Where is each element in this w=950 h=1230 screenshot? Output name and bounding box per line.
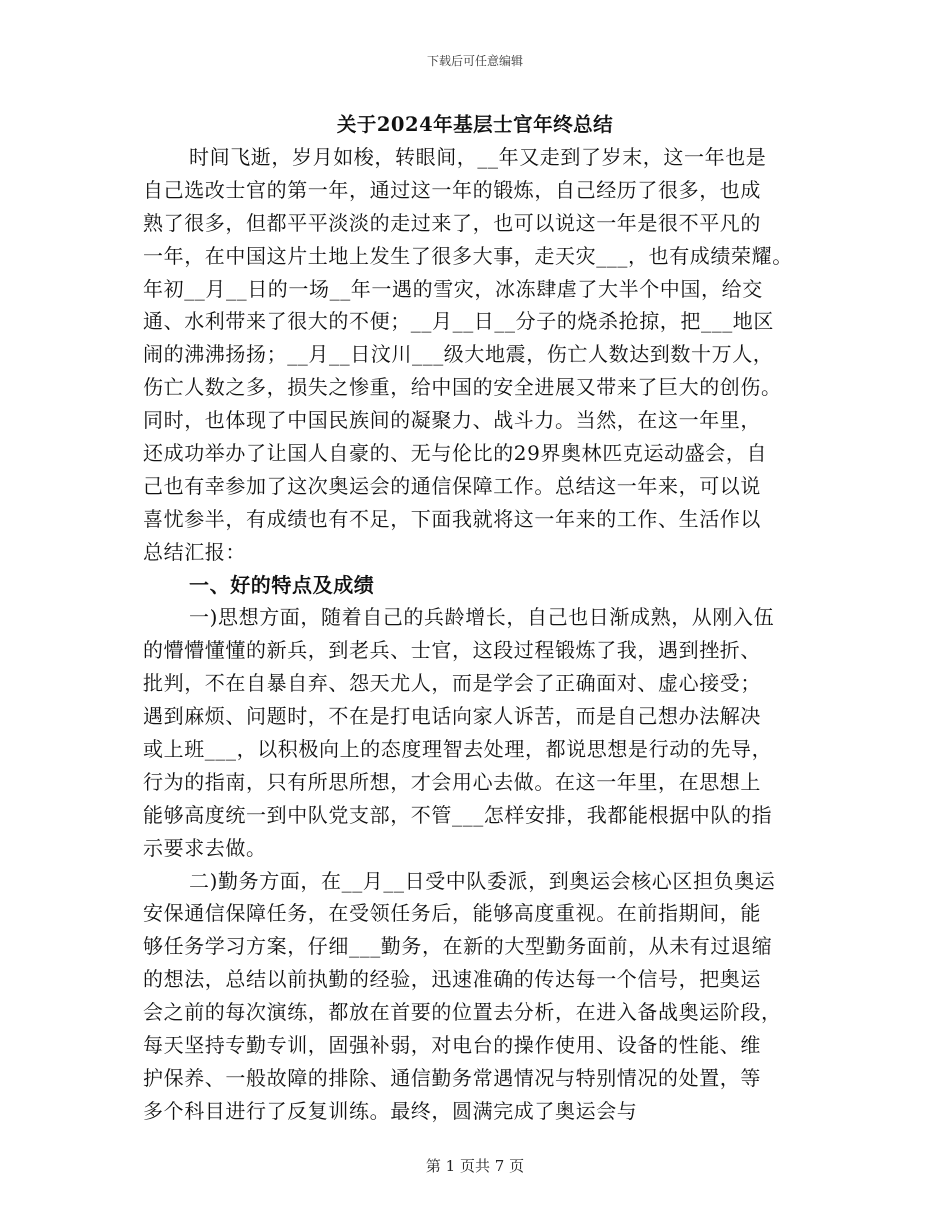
- text-line: 喜忧参半，有成绩也有不足，下面我就将这一年来的工作、生活作以: [143, 506, 761, 531]
- text-line: 安保通信保障任务，在受领任务后，能够高度重视。在前指期间，能: [143, 901, 761, 926]
- text-line: 伤亡人数之多，损失之惨重，给中国的安全进展又带来了巨大的创伤。: [143, 375, 782, 400]
- text-line: 总结汇报：: [143, 539, 246, 564]
- text-line: 己也有幸参加了这次奥运会的通信保障工作。总结这一年来，可以说: [143, 473, 761, 498]
- text-line: 闹的沸沸扬扬；__月__日汶川___级大地震，伤亡人数达到数十万人，: [143, 342, 774, 367]
- text-line: 遇到麻烦、问题时，不在是打电话向家人诉苦，而是自己想办法解决: [143, 704, 761, 729]
- document-title: 关于2024年基层士官年终总结: [336, 113, 614, 136]
- text-line: 的懵懵懂懂的新兵，到老兵、士官，这段过程锻炼了我，遇到挫折、: [143, 638, 761, 663]
- page-header: 下载后可任意编辑: [426, 54, 523, 68]
- text-line: 年初__月__日的一场__年一遇的雪灾，冰冻肆虐了大半个中国，给交: [143, 276, 763, 301]
- text-line: 通、水利带来了很大的不便；__月__日__分子的烧杀抢掠，把___地区: [143, 309, 774, 334]
- text-line: 的想法，总结以前执勤的经验，迅速准确的传达每一个信号，把奥运: [143, 967, 761, 992]
- document-body: [143, 141, 833, 1128]
- text-line: 一)思想方面，随着自己的兵龄增长，自己也日渐成熟，从刚入伍: [189, 605, 775, 630]
- text-line: 二)勤务方面，在__月__日受中队委派，到奥运会核心区担负奥运: [189, 868, 776, 893]
- text-line: 一年，在中国这片土地上发生了很多大事，走天灾___，也有成绩荣耀。: [143, 243, 793, 268]
- text-line: 或上班___，以积极向上的态度理智去处理，都说思想是行动的先导，: [143, 737, 773, 762]
- text-line: 够任务学习方案，仔细___勤务，在新的大型勤务面前，从未有过退缩: [143, 934, 773, 959]
- text-line: 行为的指南，只有所思所想，才会用心去做。在这一年里，在思想上: [143, 769, 761, 794]
- text-line: 会之前的每次演练，都放在首要的位置去分析，在进入备战奥运阶段，: [143, 1000, 782, 1025]
- text-line: 护保养、一般故障的排除、通信勤务常遇情况与特别情况的处置，等: [143, 1065, 761, 1090]
- text-line: 批判，不在自暴自弃、怨天尤人，而是学会了正确面对、虚心接受；: [143, 671, 761, 696]
- text-line: 熟了很多，但都平平淡淡的走过来了，也可以说这一年是很不平凡的: [143, 210, 761, 235]
- text-line: 每天坚持专勤专训，固强补弱，对电台的操作使用、设备的性能、维: [143, 1033, 761, 1058]
- page-footer: 第 1 页共 7 页: [425, 1157, 525, 1175]
- text-line: 示要求去做。: [143, 835, 267, 860]
- text-line: 多个科目进行了反复训练。最终，圆满完成了奥运会与: [143, 1098, 638, 1123]
- text-line: 能够高度统一到中队党支部，不管___怎样安排，我都能根据中队的指: [143, 802, 773, 827]
- text-line: 自己选改士官的第一年，通过这一年的锻炼，自己经历了很多，也成: [143, 177, 761, 202]
- section-heading: 一、好的特点及成绩: [189, 572, 375, 597]
- text-line: 还成功举办了让国人自豪的、无与伦比的29界奥林匹克运动盛会，自: [143, 441, 768, 466]
- text-line: 时间飞逝，岁月如梭，转眼间，__年又走到了岁末，这一年也是: [189, 145, 767, 169]
- text-line: 同时，也体现了中国民族间的凝聚力、战斗力。当然，在这一年里，: [143, 408, 761, 433]
